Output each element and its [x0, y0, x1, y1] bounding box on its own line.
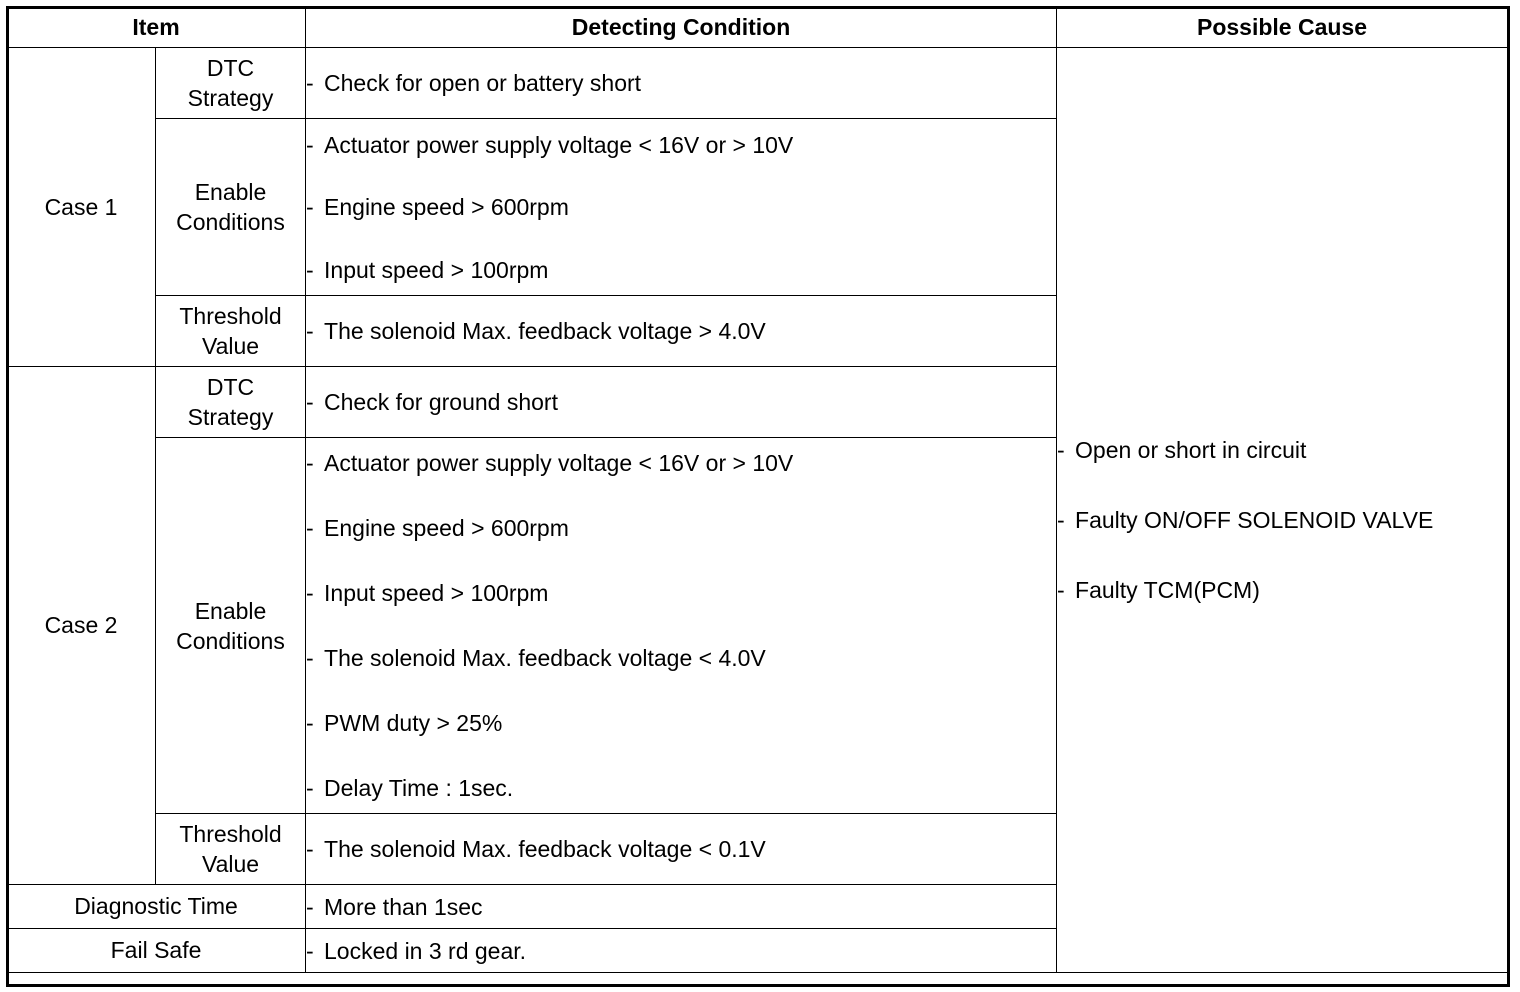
cause-item: Faulty ON/OFF SOLENOID VALVE — [1075, 506, 1434, 533]
label-line: Strategy — [187, 404, 274, 430]
label-line: DTC — [206, 55, 255, 81]
diagnostic-time-value — [306, 885, 1057, 929]
condition-text: PWM duty > 25% — [324, 710, 503, 736]
condition-text: Input speed > 100rpm — [324, 256, 549, 283]
case2-dtc-strategy-value — [306, 367, 1057, 438]
fail-safe-value — [306, 929, 1057, 973]
condition-text: More than 1sec — [324, 893, 483, 920]
condition-text: Delay Time : 1sec. — [324, 775, 514, 801]
dash: - — [306, 710, 314, 736]
dash: - — [306, 256, 314, 283]
fail-safe-label: Fail Safe — [7, 929, 306, 973]
dash: - — [306, 515, 314, 541]
condition-text: The solenoid Max. feedback voltage > 4.0V — [324, 318, 766, 344]
dash: - — [306, 775, 314, 801]
condition-text: The solenoid Max. feedback voltage < 4.0V — [324, 645, 766, 671]
dash: - — [306, 318, 314, 344]
possible-cause-cell — [1057, 48, 1508, 973]
label-line: Threshold — [179, 821, 282, 847]
dash: - — [306, 893, 314, 920]
dash: - — [306, 937, 314, 964]
case2-enable-label — [156, 438, 306, 814]
dash: - — [306, 836, 314, 862]
dash: - — [306, 131, 314, 158]
label-line: Value — [201, 333, 260, 359]
case2-threshold-label — [156, 814, 306, 885]
dash: - — [1057, 506, 1065, 533]
case2-threshold-value — [306, 814, 1057, 885]
case1-dtc-strategy-label — [156, 48, 306, 119]
case1-label: Case 1 — [7, 48, 156, 367]
header-row — [7, 7, 1508, 48]
dash: - — [306, 645, 314, 671]
case1-dtc-row — [7, 48, 1508, 119]
label-line: Conditions — [176, 627, 285, 654]
case2-enable-conditions — [306, 438, 1057, 814]
condition-text: The solenoid Max. feedback voltage < 0.1V — [324, 836, 766, 862]
case1-enable-conditions — [306, 119, 1057, 296]
header-detecting-condition: Detecting Condition — [306, 7, 1057, 48]
dash: - — [306, 389, 314, 415]
label-line: Enable — [194, 597, 267, 624]
cause-item: Open or short in circuit — [1075, 436, 1307, 463]
case1-threshold-label — [156, 296, 306, 367]
case2-label: Case 2 — [7, 367, 156, 885]
header-item: Item — [7, 7, 306, 48]
condition-text: Check for ground short — [324, 389, 558, 415]
label-line: Conditions — [176, 209, 285, 235]
condition-text: Actuator power supply voltage < 16V or > 10V — [324, 131, 794, 158]
label-line: Strategy — [187, 85, 274, 111]
diagnostic-time-label: Diagnostic Time — [7, 885, 306, 929]
label-line: Value — [201, 851, 260, 877]
dtc-table — [6, 6, 1508, 973]
condition-text: Check for open or battery short — [324, 70, 642, 96]
dash: - — [1057, 436, 1065, 463]
case2-dtc-strategy-label — [156, 367, 306, 438]
header-possible-cause: Possible Cause — [1057, 7, 1508, 48]
condition-text: Actuator power supply voltage < 16V or > 10V — [324, 450, 794, 476]
case1-threshold-value — [306, 296, 1057, 367]
label-line: Threshold — [179, 303, 282, 329]
dash: - — [306, 580, 314, 606]
dash: - — [306, 194, 314, 220]
condition-text: Input speed > 100rpm — [324, 580, 549, 606]
dash: - — [306, 70, 314, 96]
label-line: DTC — [206, 374, 255, 400]
condition-text: Engine speed > 600rpm — [324, 515, 569, 541]
dash: - — [306, 450, 314, 476]
case1-enable-label — [156, 119, 306, 296]
case1-dtc-strategy-value — [306, 48, 1057, 119]
condition-text: Locked in 3 rd gear. — [324, 937, 527, 964]
condition-text: Engine speed > 600rpm — [324, 194, 569, 220]
cause-item: Faulty TCM(PCM) — [1075, 576, 1260, 603]
dash: - — [1057, 576, 1065, 603]
label-line: Enable — [194, 179, 267, 205]
